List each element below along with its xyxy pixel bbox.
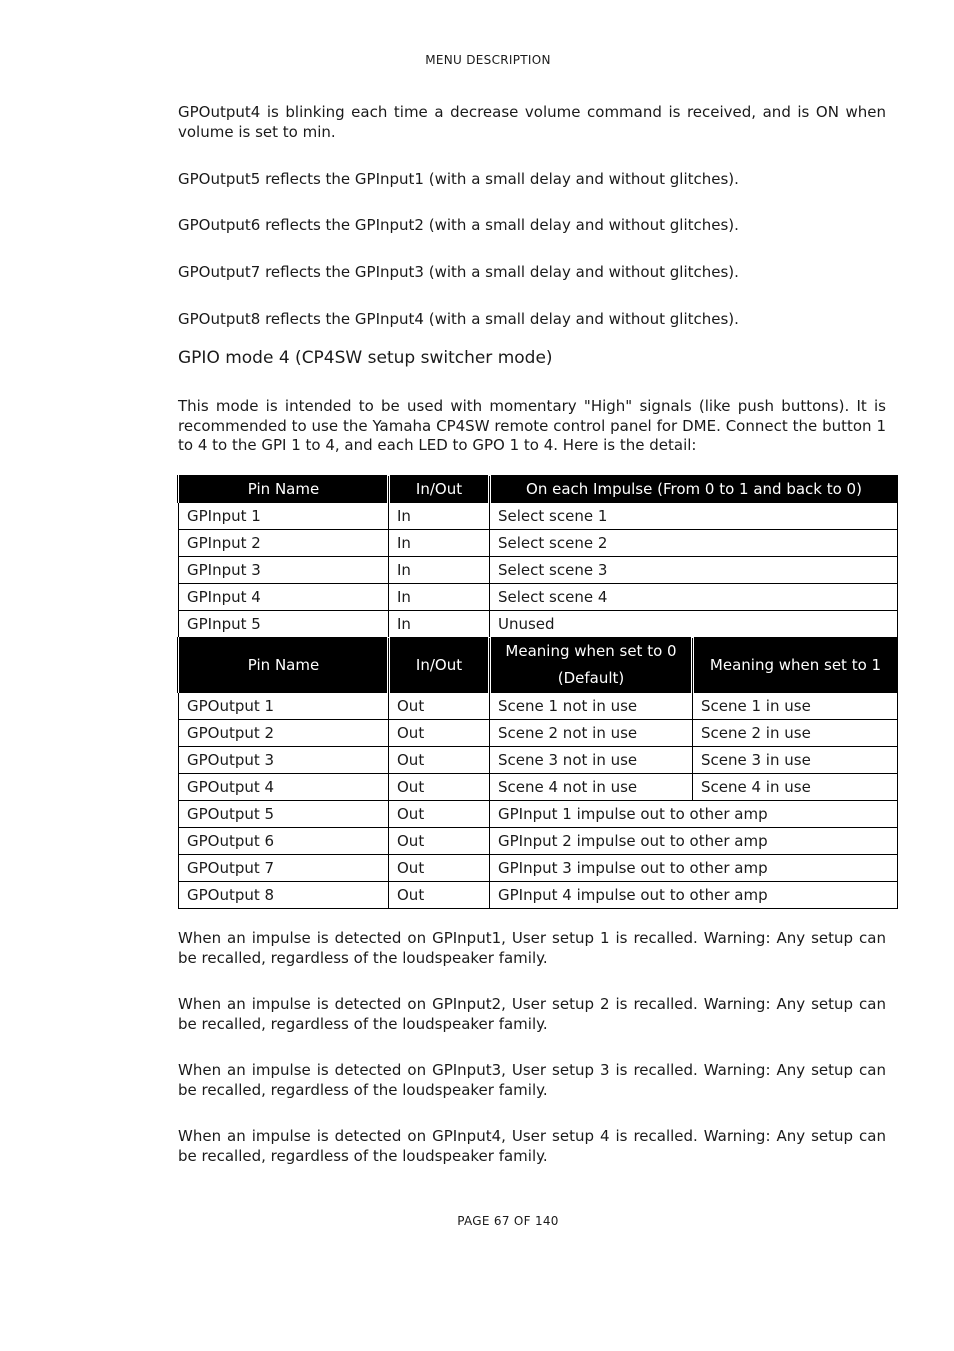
page-number: PAGE 67 OF 140	[457, 1214, 559, 1228]
table-cell: GPInput 4	[179, 584, 389, 611]
table-row	[179, 693, 898, 720]
table-cell: Scene 2 not in use	[490, 720, 693, 747]
table-cell: Out	[389, 882, 490, 909]
table-cell: Scene 4 in use	[693, 774, 898, 801]
output-header-row	[179, 638, 898, 693]
header-cell: In/Out	[389, 476, 490, 503]
table-cell: GPOutput 2	[179, 720, 389, 747]
header-cell: In/Out	[389, 638, 490, 693]
table-cell: Out	[389, 720, 490, 747]
table-cell: Unused	[490, 611, 898, 638]
paragraph-gpinput1: When an impulse is detected on GPInput1, User setup 1 is recalled. Warning: Any setup can be recalled, regardless of the loudspeaker family.	[178, 929, 886, 967]
paragraph-gpinput2: When an impulse is detected on GPInput2, User setup 2 is recalled. Warning: Any setup can be recalled, regardless of the loudspeaker family.	[178, 995, 886, 1033]
table-cell: GPOutput 6	[179, 828, 389, 855]
table-row	[179, 801, 898, 828]
table-cell: GPInput 2	[179, 530, 389, 557]
table-cell: Select scene 1	[490, 503, 898, 530]
table-cell: Scene 1 not in use	[490, 693, 693, 720]
table-row	[179, 557, 898, 584]
table-cell: GPOutput 4	[179, 774, 389, 801]
table-cell: Out	[389, 747, 490, 774]
header-cell: On each Impulse (From 0 to 1 and back to 0)	[490, 476, 898, 503]
table-row	[179, 855, 898, 882]
page-header: MENU DESCRIPTION	[425, 53, 551, 67]
table-cell: GPInput 2 impulse out to other amp	[490, 828, 898, 855]
table-row	[179, 530, 898, 557]
table-cell: In	[389, 557, 490, 584]
table-cell: Select scene 3	[490, 557, 898, 584]
paragraph-gpoutput4: GPOutput4 is blinking each time a decrease volume command is received, and is ON when volume is set to min.	[178, 103, 886, 141]
table-cell: GPInput 1 impulse out to other amp	[490, 801, 898, 828]
table-cell: Out	[389, 774, 490, 801]
table-cell: GPOutput 8	[179, 882, 389, 909]
table-cell: Scene 4 not in use	[490, 774, 693, 801]
table-cell: Scene 1 in use	[693, 693, 898, 720]
table-row	[179, 503, 898, 530]
gpio-mode-table	[177, 475, 898, 909]
table-row	[179, 882, 898, 909]
table-row	[179, 720, 898, 747]
table-cell: Scene 3 not in use	[490, 747, 693, 774]
paragraph-gpoutput6: GPOutput6 reflects the GPInput2 (with a small delay and without glitches).	[178, 216, 739, 234]
table-cell: In	[389, 611, 490, 638]
table-row	[179, 828, 898, 855]
table-cell: In	[389, 530, 490, 557]
table-row	[179, 584, 898, 611]
paragraph-gpoutput8: GPOutput8 reflects the GPInput4 (with a small delay and without glitches).	[178, 310, 739, 328]
table-cell: GPOutput 1	[179, 693, 389, 720]
paragraph-gpinput3: When an impulse is detected on GPInput3, User setup 3 is recalled. Warning: Any setup can be recalled, regardless of the loudspeaker family.	[178, 1061, 886, 1099]
header-cell: Meaning when set to 0 (Default)	[490, 638, 693, 693]
intro-paragraph: This mode is intended to be used with momentary "High" signals (like push buttons). It is recommended to use the Yamaha CP4SW remote control panel for DME. Connect the button 1 to 4 to the GPI 1 to 4, and each LED to GPO 1 to 4. Here is the detail:	[178, 397, 886, 454]
table-cell: Out	[389, 855, 490, 882]
table-cell: Select scene 4	[490, 584, 898, 611]
header-cell: Pin Name	[179, 638, 389, 693]
table-cell: GPOutput 7	[179, 855, 389, 882]
section-heading: GPIO mode 4 (CP4SW setup switcher mode)	[178, 348, 553, 368]
table-cell: In	[389, 584, 490, 611]
table-row	[179, 747, 898, 774]
table-cell: GPInput 1	[179, 503, 389, 530]
table-cell: Scene 2 in use	[693, 720, 898, 747]
table-cell: GPInput 5	[179, 611, 389, 638]
input-header-row	[179, 476, 898, 503]
header-cell: Pin Name	[179, 476, 389, 503]
table-cell: GPInput 4 impulse out to other amp	[490, 882, 898, 909]
table-cell: Scene 3 in use	[693, 747, 898, 774]
paragraph-gpoutput7: GPOutput7 reflects the GPInput3 (with a small delay and without glitches).	[178, 263, 739, 281]
table-cell: GPOutput 5	[179, 801, 389, 828]
table-cell: Out	[389, 693, 490, 720]
table-row	[179, 774, 898, 801]
table-row	[179, 611, 898, 638]
paragraph-gpinput4: When an impulse is detected on GPInput4, User setup 4 is recalled. Warning: Any setup can be recalled, regardless of the loudspeaker family.	[178, 1127, 886, 1165]
table-cell: In	[389, 503, 490, 530]
table-cell: GPOutput 3	[179, 747, 389, 774]
table-cell: GPInput 3 impulse out to other amp	[490, 855, 898, 882]
header-cell: Meaning when set to 1	[693, 638, 898, 693]
table-cell: GPInput 3	[179, 557, 389, 584]
paragraph-gpoutput5: GPOutput5 reflects the GPInput1 (with a small delay and without glitches).	[178, 170, 739, 188]
table-cell: Out	[389, 801, 490, 828]
table-cell: Select scene 2	[490, 530, 898, 557]
table-cell: Out	[389, 828, 490, 855]
